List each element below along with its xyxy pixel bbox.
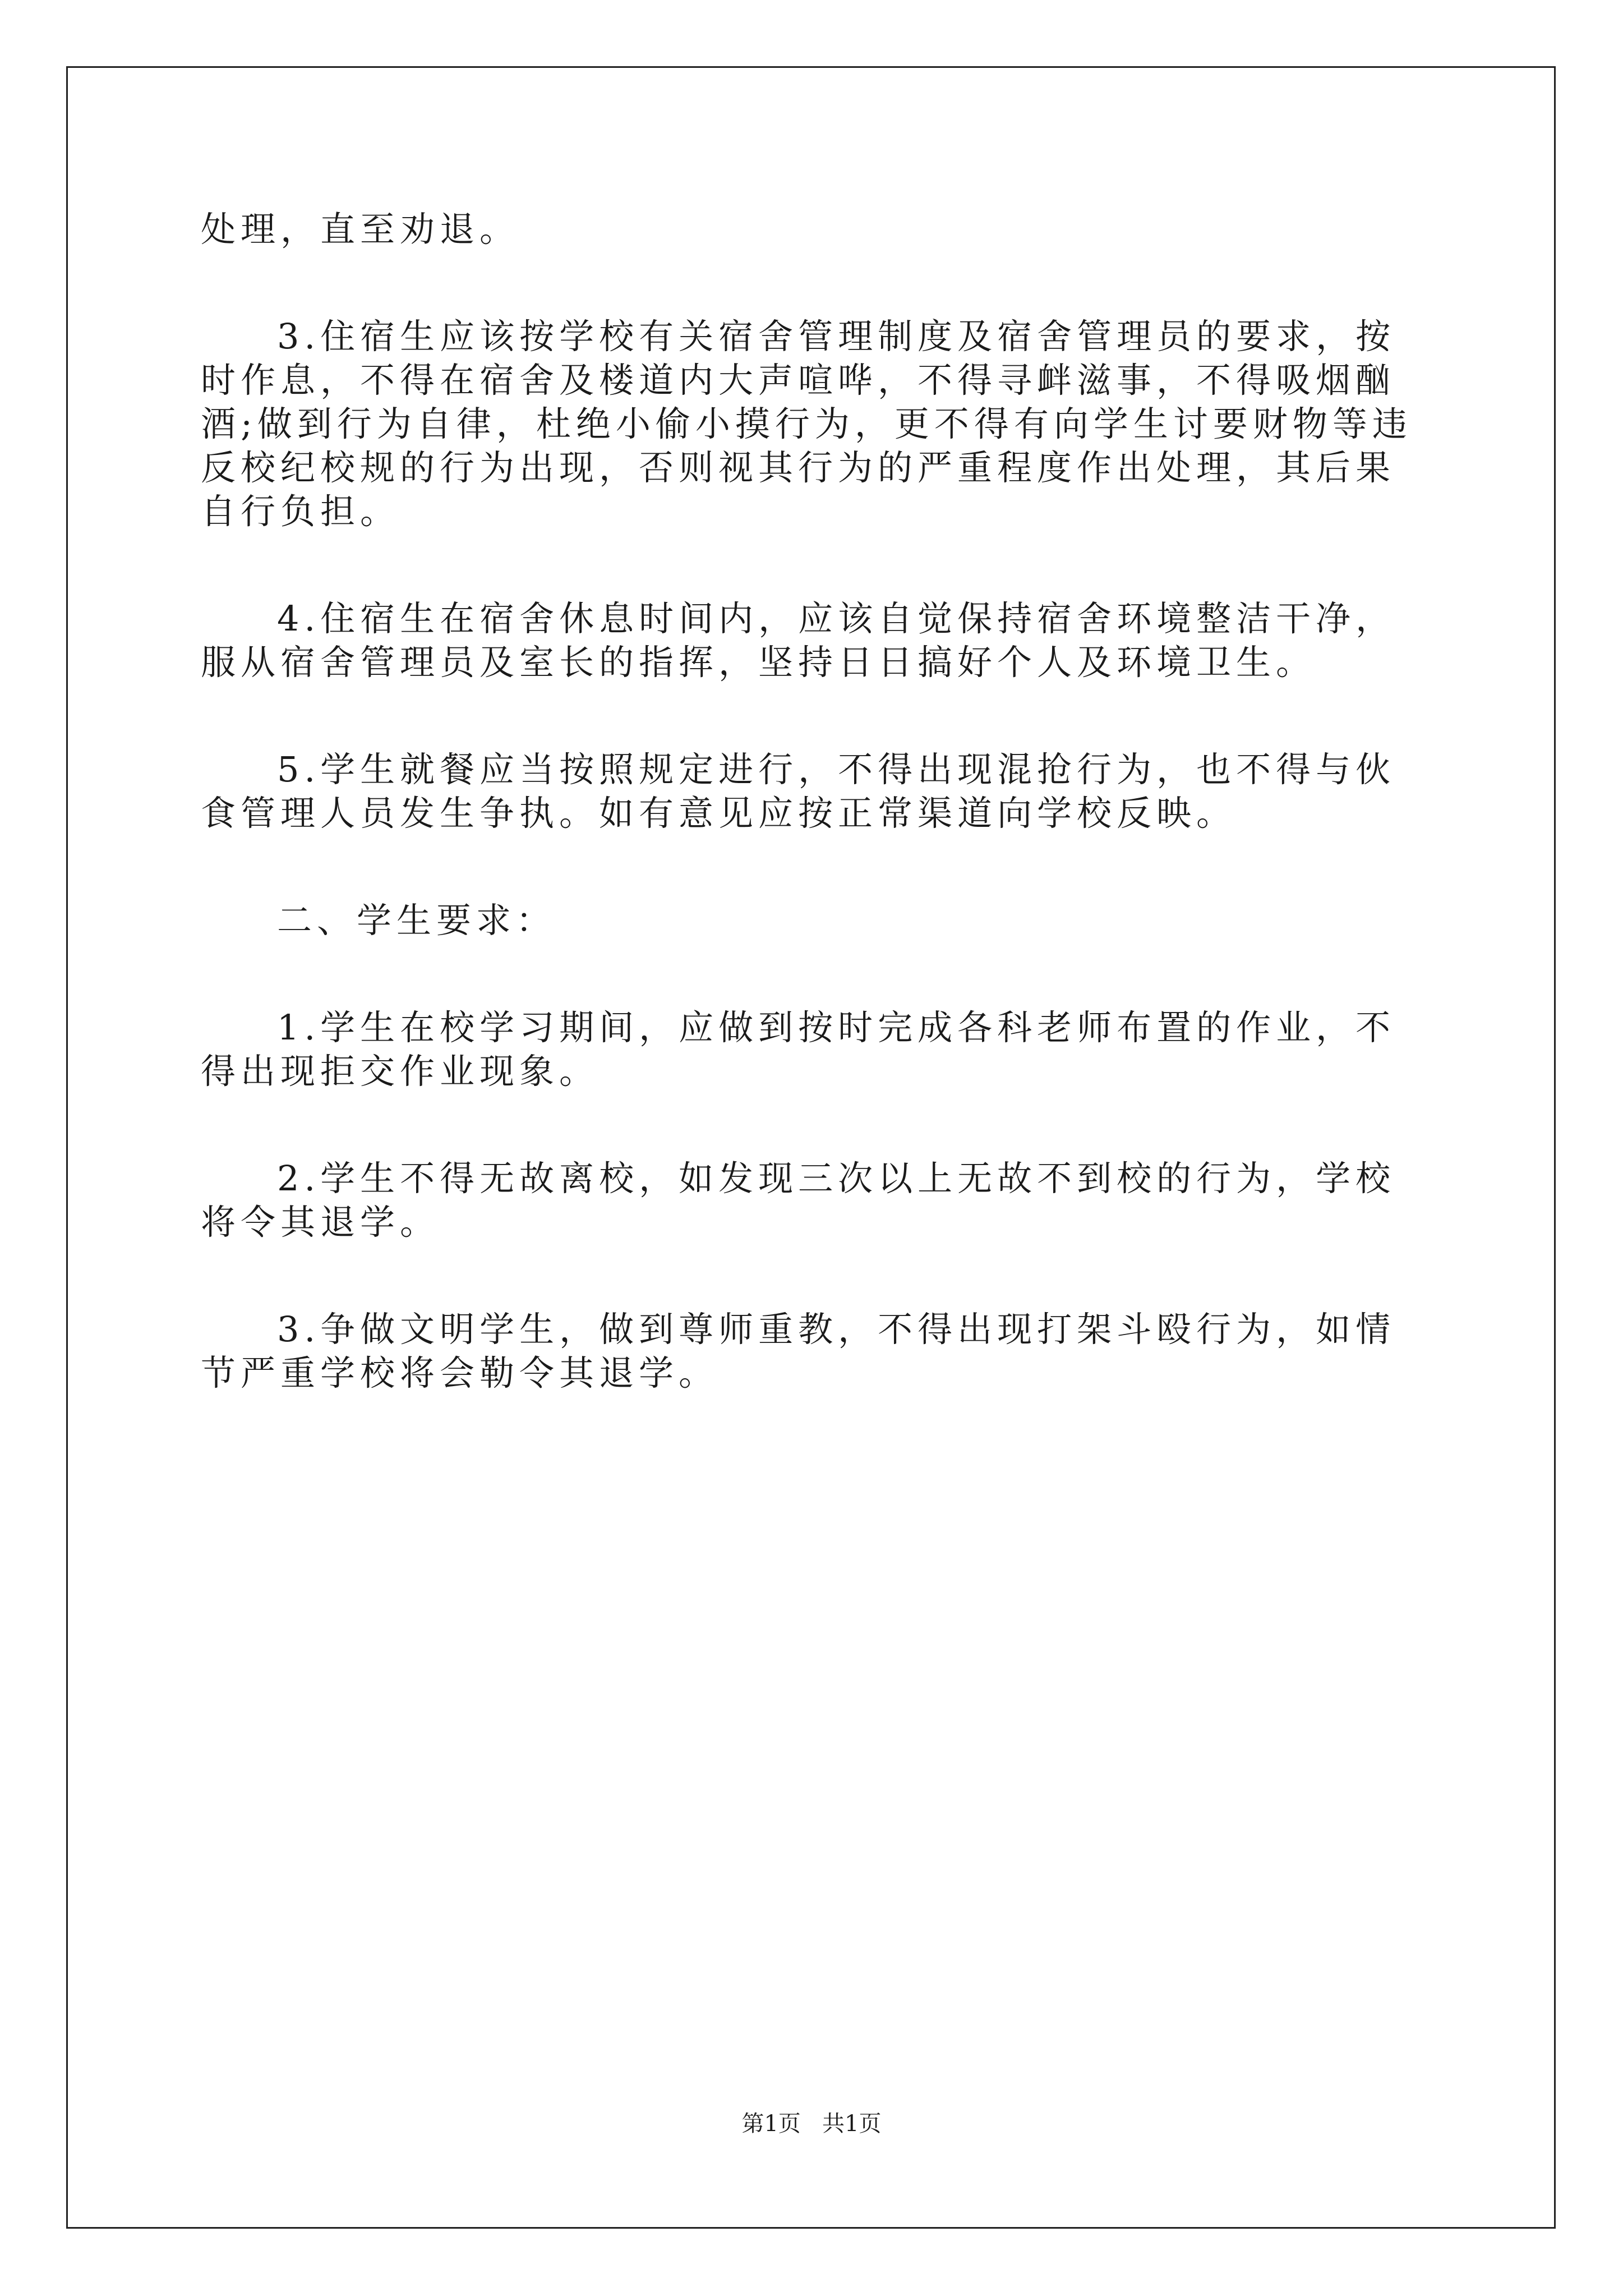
text-line: 自行负担。: [201, 491, 400, 532]
section-heading: 二、学生要求：: [277, 900, 556, 941]
text-line: 4.住宿生在宿舍休息时间内，应该自觉保持宿舍环境整洁干净，: [277, 598, 1396, 639]
text-line: 5.学生就餐应当按照规定进行，不得出现混抢行为，也不得与伙: [277, 749, 1396, 790]
text-line: 节严重学校将会勒令其退学。: [201, 1352, 719, 1393]
text-line: 3.争做文明学生，做到尊师重教，不得出现打架斗殴行为，如情: [277, 1309, 1396, 1350]
text-line: 服从宿舍管理员及室长的指挥，坚持日日搞好个人及环境卫生。: [201, 642, 1316, 683]
text-line: 得出现拒交作业现象。: [201, 1051, 600, 1092]
text-line: 3.住宿生应该按学校有关宿舍管理制度及宿舍管理员的要求，按: [277, 316, 1396, 357]
text-line: 1.学生在校学习期间，应做到按时完成各科老师布置的作业，不: [277, 1007, 1396, 1048]
text-line: 时作息，不得在宿舍及楼道内大声喧哗，不得寻衅滋事，不得吸烟酗: [201, 360, 1396, 401]
text-line: 将令其退学。: [201, 1202, 440, 1243]
text-line: 酒;做到行为自律，杜绝小偷小摸行为，更不得有向学生讨要财物等违: [201, 403, 1412, 444]
document-body: [201, 208, 1423, 1395]
text-line: 2.学生不得无故离校，如发现三次以上无故不到校的行为，学校: [277, 1158, 1396, 1199]
text-line: 食管理人员发生争执。如有意见应按正常渠道向学校反映。: [201, 793, 1237, 834]
text-line: 反校纪校规的行为出现，否则视其行为的严重程度作出处理，其后果: [201, 447, 1396, 488]
text-line: 处理，直至劝退。: [201, 209, 520, 250]
page-footer: 第1页 共1页: [741, 2111, 882, 2137]
